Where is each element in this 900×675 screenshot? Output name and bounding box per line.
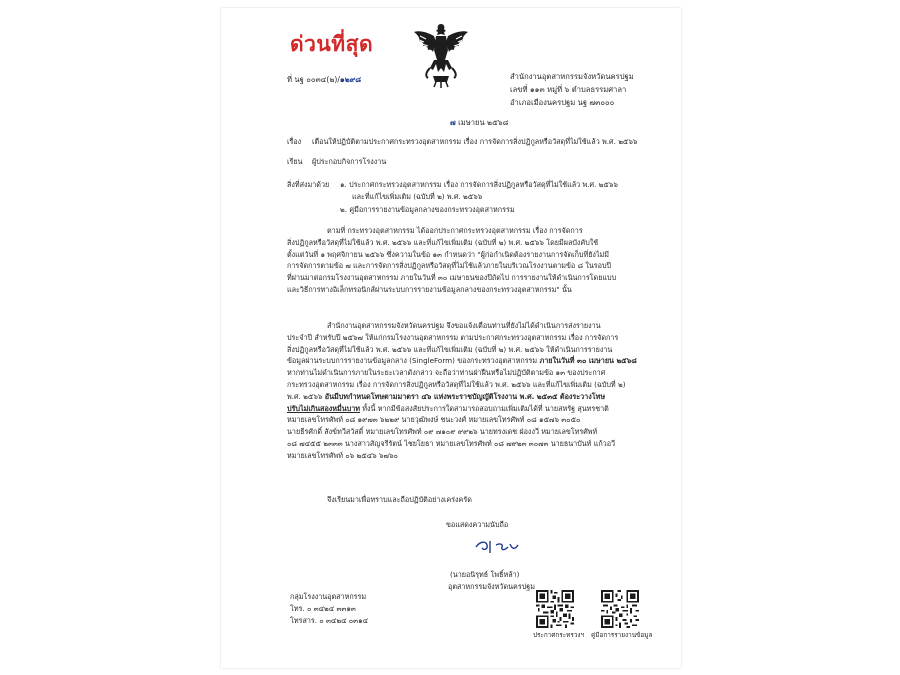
- paragraph-line: [287, 403, 667, 415]
- address-line: เลขที่ ๑๑๓ หมู่ที่ ๖ ตำบลธรรมศาลา: [510, 85, 627, 94]
- enclosure-label: สิ่งที่ส่งมาด้วย: [287, 180, 330, 189]
- document-number: [287, 75, 361, 85]
- closing-line: จึงเรียนมาเพื่อทราบและถือปฏิบัติอย่างเคร่งครัด: [327, 495, 472, 504]
- recipient-label: เรียน: [287, 157, 303, 166]
- document-number-prefix: ที่ นฐ ๐๐๓๔(๒)/: [287, 75, 340, 84]
- line-text: ทั้งนี้ หากมีข้อสงสัยประการใดสามารถสอบถามเพิ่มเติมได้ที่ นายสหรัฐ สุนทรชาติ: [360, 403, 609, 413]
- footer-phone: โทร. ๐ ๓๔๒๔ ๓๓๑๓: [290, 604, 356, 613]
- garuda-emblem-icon: [412, 20, 470, 90]
- enclosure-item-cont: และที่แก้ไขเพิ่มเติม (ฉบับที่ ๒) พ.ศ. ๒๕๖๖: [352, 192, 483, 201]
- qr-code-manual-icon[interactable]: [601, 590, 639, 632]
- handwritten-signature: [470, 535, 530, 557]
- paragraph-line: สิ่งปฏิกูลหรือวัสดุที่ไม่ใช้แล้ว พ.ศ. ๒๕๖๖ และที่แก้ไขเพิ่มเติม (ฉบับที่ ๒) พ.ศ. ๒๕๖๖ โดยมีผลบังคับใช้: [287, 237, 599, 247]
- paragraph-line: สิ่งปฏิกูลหรือวัสดุที่ไม่ใช้แล้ว พ.ศ. ๒๕๖๖ และที่แก้ไขเพิ่มเติม (ฉบับที่ ๒) พ.ศ. ๒๕๖๖ ให้ดำเนินการรายงาน: [287, 344, 613, 354]
- paragraph-line: การจัดการตามข้อ ๗ และการจัดการสิ่งปฏิกูลหรือวัสดุที่ไม่ใช้แล้วภายในบริเวณโรงงานตามข้อ ๘ ในรอบปี: [287, 261, 612, 271]
- paragraph-line: หากท่านไม่ดำเนินการภายในระยะเวลาดังกล่าว จะถือว่าท่านฝ่าฝืนหรือไม่ปฏิบัติตามข้อ ๑๓ ของประกาศ: [287, 368, 606, 378]
- recipient-text: ผู้ประกอบกิจการโรงงาน: [312, 157, 387, 166]
- document-number-handwritten: ๑๒๙๘: [339, 75, 362, 84]
- penalty-amount: ปรับไม่เกินสองหมื่นบาท: [287, 403, 360, 413]
- signatory-name: (นายอนิรุทธ์ โพธิ์หล้า): [450, 570, 520, 579]
- enclosure-item: ๑. ประกาศกระทรวงอุตสาหกรรม เรื่อง การจัดการสิ่งปฏิกูลหรือวัสดุที่ไม่ใช้แล้ว พ.ศ. ๒๕๖๖: [340, 180, 618, 189]
- paragraph-warning: [287, 320, 667, 462]
- letter-date: [450, 118, 509, 128]
- paragraph-line: ตามที่ กระทรวงอุตสาหกรรม ได้ออกประกาศกระทรวงอุตสาหกรรม เรื่อง การจัดการ: [327, 226, 583, 235]
- paragraph-line: หมายเลขโทรศัพท์ ๐๘ ๑๙๗๓ ๖๒๒๙ นายวุฒิพงษ์ ชนะวงศ์ หมายเลขโทรศัพท์ ๐๘ ๑๕๗๖ ๓๐๕๐: [287, 415, 581, 425]
- subject-text: เตือนให้ปฏิบัติตามประกาศกระทรวงอุตสาหกรรม เรื่อง การจัดการสิ่งปฏิกูลหรือวัสดุที่ไม่ใช้แล้ว พ.ศ. ๒๕๖๖: [312, 137, 638, 146]
- qr-caption: ประกาศกระทรวงฯ: [533, 631, 585, 639]
- line-text: ข้อมูลผ่านระบบการรายงานข้อมูลกลาง (SingleForm) ของกระทรวงอุตสาหกรรม: [287, 356, 540, 366]
- urgent-stamp: ด่วนที่สุด: [290, 31, 374, 56]
- penalty-text: อันมีบทกำหนดโทษตามมาตรา ๔๖ แห่งพระราชบัญญัติโรงงาน พ.ศ. ๒๕๓๕ ต้องระวางโทษ: [324, 391, 606, 401]
- paragraph-line: หมายเลขโทรศัพท์ ๐๖ ๒๕๔๖ ๖๗๖๐: [287, 450, 398, 460]
- qr-code-announcement-icon[interactable]: [536, 590, 574, 632]
- paragraph-line: ๐๘ ๗๔๕๕ ๒๓๓๓ นางสาวสัญจรีรัตน์ ไชยโยธา หมายเลขโทรศัพท์ ๐๘ ๗๙๒๓ ๓๐๗๓ นายธนาบันท์ แก้วอวี: [287, 438, 616, 448]
- footer-department: กลุ่มโรงงานอุตสาหกรรม: [290, 592, 367, 601]
- address-line: อำเภอเมืองนครปฐม นฐ ๗๓๐๐๐: [510, 98, 615, 107]
- deadline-text: ภายในวันที่ ๓๐ เมษายน ๒๕๖๘: [539, 356, 637, 366]
- enclosure-item: ๒. คู่มือการรายงานข้อมูลกลางของกระทรวงอุตสาหกรรม: [340, 205, 515, 214]
- paragraph-line: และวิธีการทางอิเล็กทรอนิกส์ผ่านระบบการรายงานข้อมูลกลางของกระทรวงอุตสาหกรรม" นั้น: [287, 284, 572, 294]
- paragraph-line: นายธีรศักดิ์ สังข์ทวีสวัสดิ์ หมายเลขโทรศัพท์ ๐๙ ๗๑๐๙ ๙๙๒๖ นายทรงเดช ฝ่องงวี หมายเลขโทรศัพท์: [287, 427, 598, 437]
- signatory-position: อุตสาหกรรมจังหวัดนครปฐม: [448, 582, 535, 591]
- regards-text: ขอแสดงความนับถือ: [446, 520, 509, 529]
- qr-caption: คู่มือการรายงานข้อมูล: [591, 631, 653, 639]
- paragraph-line: [287, 355, 667, 367]
- line-text: พ.ศ. ๒๕๖๖: [287, 391, 325, 401]
- paragraph-line: ตั้งแต่วันที่ ๑ พฤศจิกายน ๒๕๖๖ ซึ่งความในข้อ ๑๓ กำหนดว่า "ผู้ก่อกำเนิดต้องรายงานการจัดเก็บที่ยังไม่มี: [287, 249, 610, 259]
- paragraph-line: ที่ผ่านมาต่อกรมโรงงานอุตสาหกรรม ภายในวันที่ ๓๐ เมษายนของปีถัดไป การรายงานให้ดำเนินการโดยแบบ: [287, 273, 617, 283]
- footer-fax: โทรสาร. ๐ ๓๔๒๔ ๐๓๑๔: [290, 616, 369, 625]
- paragraph-line: [287, 391, 667, 403]
- paragraph-line: สำนักงานอุตสาหกรรมจังหวัดนครปฐม จึงขอแจ้งเตือนท่านที่ยังไม่ได้ดำเนินการส่งรายงาน: [327, 321, 601, 330]
- subject-label: เรื่อง: [287, 137, 302, 146]
- paragraph-background: [287, 225, 667, 296]
- paragraph-line: ประจำปี สำหรับปี ๒๕๖๗ ให้แก่กรมโรงงานอุตสาหกรรม ตามประกาศกระทรวงอุตสาหกรรม เรื่อง การจัดการ: [287, 332, 619, 342]
- date-month-year: เมษายน ๒๕๖๘: [455, 118, 509, 127]
- address-line: สำนักงานอุตสาหกรรมจังหวัดนครปฐม: [510, 72, 634, 81]
- paragraph-line: กระทรวงอุตสาหกรรม เรื่อง การจัดการสิ่งปฏิกูลหรือวัสดุที่ไม่ใช้แล้ว พ.ศ. ๒๕๖๖ และที่แก้ไขเพิ่มเติม (ฉบับที่ ๒): [287, 379, 626, 389]
- date-day-handwritten: ๗: [450, 118, 456, 127]
- sender-address: [510, 72, 634, 111]
